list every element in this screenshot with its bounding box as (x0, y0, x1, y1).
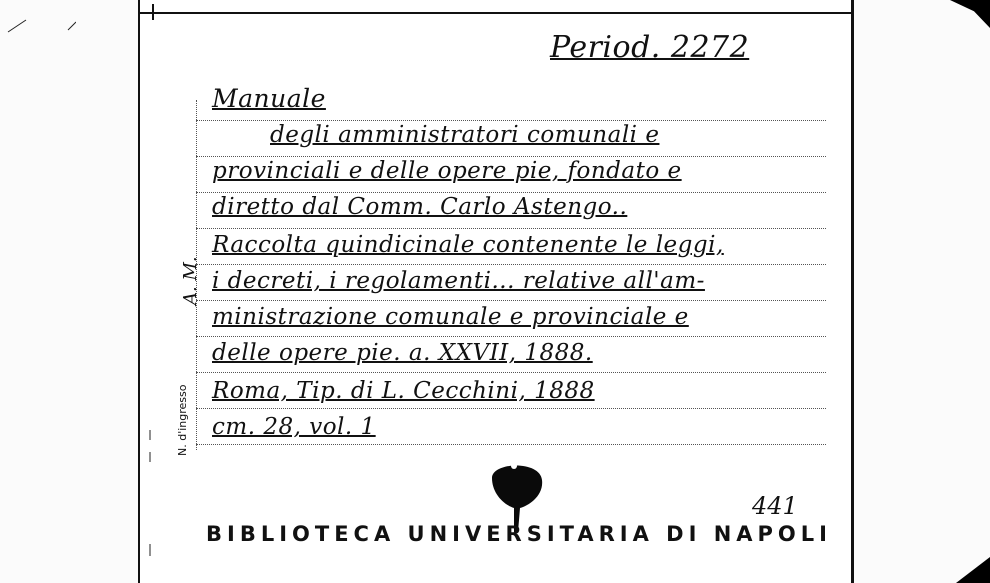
ruled-line (196, 228, 826, 229)
stray-pen-mark (6, 14, 76, 34)
ruled-line (196, 192, 826, 193)
card-edge-marks (146, 0, 154, 583)
entry-line: delle opere pie. a. XXVII, 1888. (212, 340, 593, 366)
entry-line: i decreti, i regolamenti... relative all'am- (212, 268, 705, 294)
inventory-number: 441 (752, 492, 798, 520)
entry-line: ministrazione comunale e provinciale e (212, 304, 689, 330)
collation-line: cm. 28, vol. 1 (212, 414, 376, 440)
entry-line: Raccolta quindicinale contenente le leggi, (212, 232, 724, 258)
ruled-line (196, 120, 826, 121)
entry-line: diretto dal Comm. Carlo Astengo.. (212, 194, 628, 220)
ruled-line (196, 336, 826, 337)
ruled-line (196, 372, 826, 373)
call-number: Period. 2272 (550, 30, 750, 65)
imprint-line: Roma, Tip. di L. Cecchini, 1888 (212, 378, 595, 404)
ruled-line (196, 156, 826, 157)
ruled-line (196, 408, 826, 409)
entry-title-line: Manuale (212, 84, 326, 113)
ruled-line (196, 444, 826, 445)
ruled-line (196, 264, 826, 265)
accession-number-label: N. d'ingresso (176, 384, 189, 456)
ruled-line (196, 300, 826, 301)
catalog-card (138, 0, 854, 583)
entry-line: degli amministratori comunali e (270, 122, 660, 148)
margin-handwritten-note: A. M. (180, 256, 201, 305)
library-name: BIBLIOTECA UNIVERSITARIA DI NAPOLI (206, 522, 832, 546)
entry-line: provinciali e delle opere pie, fondato e (212, 158, 682, 184)
card-top-rule (140, 12, 851, 14)
